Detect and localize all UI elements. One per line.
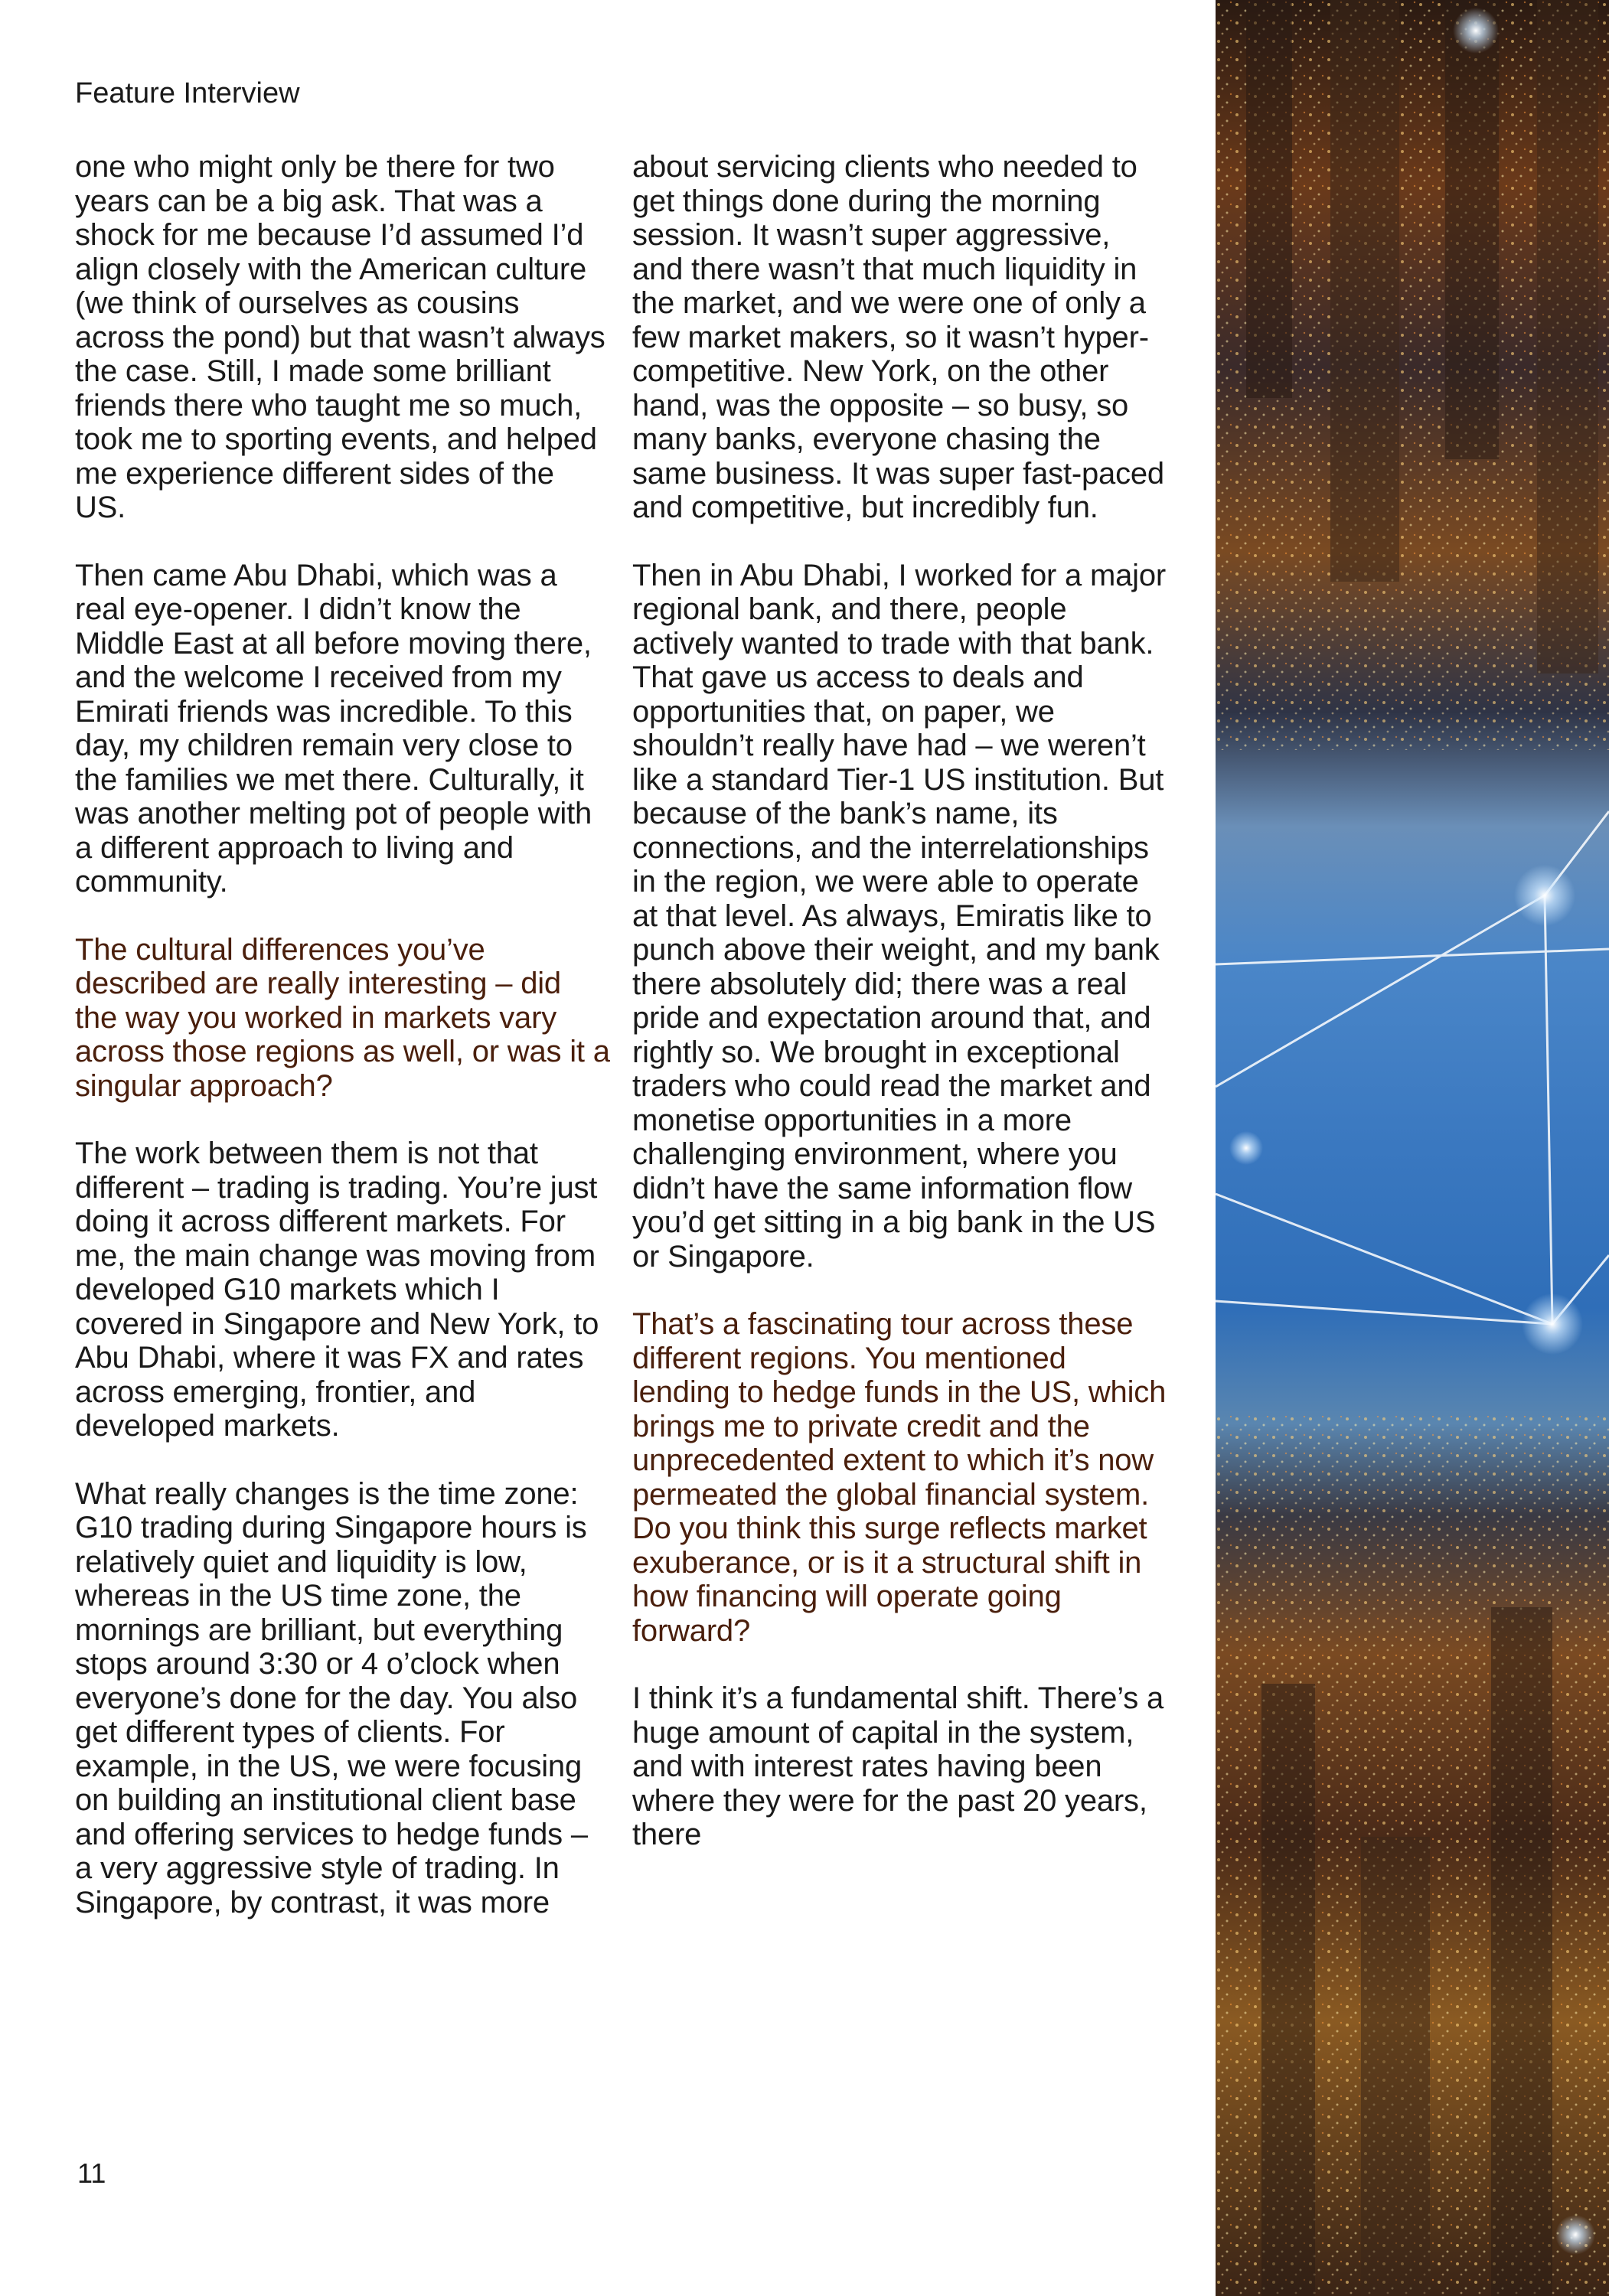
page-number: 11 (77, 2157, 106, 2189)
cityscape-network-graphic (1216, 0, 1609, 2296)
article-column-right (632, 150, 1168, 1886)
interview-question: That’s a fascinating tour across these different regions. You mentioned lending to hedge funds in the US, which brings me to private credit and the unprecedented extent to which it’s now permeated the global financial system. Do you think this surge reflects market exuberance, or is it a structural shift in how financing will operate going forward? (632, 1307, 1167, 1648)
answer-paragraph: about servicing clients who needed to get things done during the morning session. It wasn’t super aggressive, and there wasn’t that much liquidity in the market, and we were one of only a few market makers, so it wasn’t hyper-competitive. New York, on the other hand, was the opposite – so busy, so many banks, everyone chasing the same business. It was super fast-paced and competitive, but incredibly fun. (632, 150, 1164, 524)
answer-paragraph: I think it’s a fundamental shift. There’s a huge amount of capital in the system, and with interest rates having been where they were for the past 20 years, there (632, 1681, 1164, 1851)
running-head: Feature Interview (75, 77, 300, 109)
decorative-cityscape-image (1216, 0, 1609, 2296)
answer-paragraph: one who might only be there for two years can be a big ask. That was a shock for me because I’d assumed I’d align closely with the American culture (we think of ourselves as cousins across the pond) but that wasn’t always the case. Still, I made some brilliant friends there who taught me so much, took me to sporting events, and helped me experience different sides of the US. (75, 150, 605, 524)
answer-paragraph: The work between them is not that different – trading is trading. You’re just doing it across different markets. For me, the main change was moving from developed G10 markets which I covered in Singapore and New York, to Abu Dhabi, where it was FX and rates across emerging, frontier, and developed markets. (75, 1137, 599, 1443)
answer-paragraph: Then came Abu Dhabi, which was a real eye-opener. I didn’t know the Middle East at all before moving there, and the welcome I received from my Emirati friends was incredible. To this day, my children remain very close to the families we met there. Culturally, it was another melting pot of people with a different approach to living and community. (75, 558, 592, 899)
answer-paragraph: What really changes is the time zone: G10 trading during Singapore hours is relatively quiet and liquidity is low, whereas in the US time zone, the mornings are brilliant, but everything stops around 3:30 or 4 o’clock when everyone’s done for the day. You also get different types of clients. For example, in the US, we were focusing on building an institutional client base and offering services to hedge funds – a very aggressive style of trading. In Singapore, by contrast, it was more (75, 1476, 588, 1919)
interview-question: The cultural differences you’ve described are really interesting – did the way you worked in markets vary across those regions as well, or was it a singular approach? (75, 932, 610, 1103)
article-column-left (75, 150, 611, 1953)
answer-paragraph: Then in Abu Dhabi, I worked for a major regional bank, and there, people actively wanted to trade with that bank. That gave us access to deals and opportunities that, on paper, we shouldn’t really have had – we weren’t like a standard Tier-1 US institution. But because of the bank’s name, its connections, and the interrelationships in the region, we were able to operate at that level. As always, Emiratis like to punch above their weight, and my bank there absolutely did; there was a real pride and expectation around that, and rightly so. We brought in exceptional traders who could read the market and monetise opportunities in a more challenging environment, where you didn’t have the same information flow you’d get sitting in a big bank in the US or Singapore. (632, 558, 1167, 1274)
